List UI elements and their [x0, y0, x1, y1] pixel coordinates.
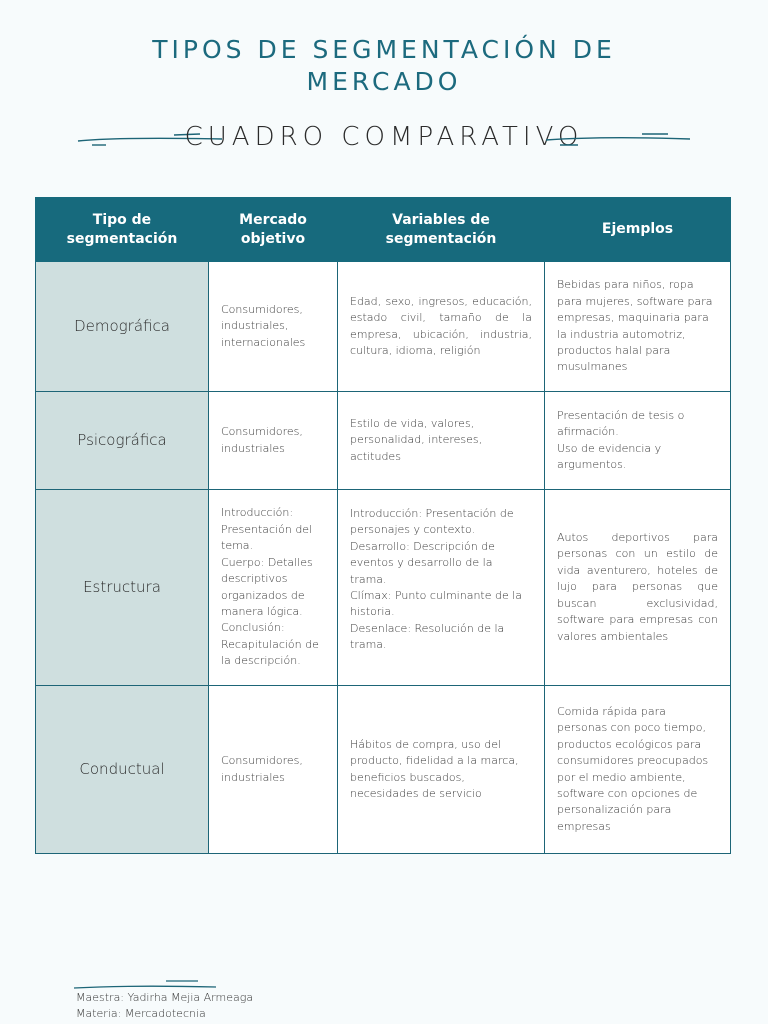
- row-variables: Edad, sexo, ingresos, educación, estado civil, tamaño de la empresa, ubicación, industria, cultura, idioma, religión: [338, 262, 545, 392]
- header-variables: Variables de segmentación: [338, 198, 545, 262]
- subtitle-row: [0, 118, 768, 162]
- title-line-2: MERCADO: [306, 67, 462, 96]
- variables-line: Desarrollo: Descripción de eventos y desarrollo de la trama.: [350, 539, 495, 586]
- row-ejemplos: Bebidas para niños, ropa para mujeres, software para empresas, maquinaria para la industria automotriz, productos halal para musulmanes: [545, 262, 731, 392]
- mercado-line: Introducción: Presentación del tema.: [221, 506, 313, 553]
- header-tipo: Tipo de segmentación: [36, 198, 209, 262]
- variables-line: Introducción: Presentación de personajes y contexto.: [350, 507, 514, 537]
- row-tipo: Estructura: [36, 490, 209, 686]
- row-tipo: Conductual: [36, 686, 209, 854]
- row-variables: Hábitos de compra, uso del producto, fidelidad a la marca, beneficios buscados, necesidades de servicio: [338, 686, 545, 854]
- header-mercado: Mercado objetivo: [209, 198, 338, 262]
- table-row: [36, 686, 731, 854]
- footer-teacher: Maestra: Yadirha Mejia Armeaga: [76, 991, 254, 1004]
- variables-line: Clímax: Punto culminante de la historia.: [350, 589, 523, 619]
- header-ejemplos: Ejemplos: [545, 198, 731, 262]
- right-divider-ornament: [544, 130, 694, 150]
- comparison-table: [35, 197, 731, 854]
- row-ejemplos: Autos deportivos para personas con un estilo de vida aventurero, hoteles de lujo para personas que buscan exclusividad, software para empresas con valores ambientales: [545, 490, 731, 686]
- ejemplos-line: Presentación de tesis o afirmación.: [557, 408, 685, 439]
- row-ejemplos: Comida rápida para personas con poco tiempo, productos ecológicos para consumidores preocupados por el medio ambiente, software con opciones de personalización para empresas: [545, 686, 731, 854]
- page-title: [0, 34, 768, 98]
- footer-subject: Materia: Mercadotecnia: [76, 1007, 206, 1020]
- subtitle: CUADRO COMPARATIVO: [184, 122, 584, 152]
- row-ejemplos: [545, 392, 731, 490]
- row-variables: [338, 490, 545, 686]
- title-line-1: TIPOS DE SEGMENTACIÓN DE: [152, 35, 616, 64]
- mercado-line: Conclusión: Recapitulación de la descripción.: [221, 621, 319, 668]
- row-tipo: Demográfica: [36, 262, 209, 392]
- table-header-row: [36, 198, 731, 262]
- row-mercado: Consumidores, industriales: [209, 392, 338, 490]
- row-variables: Estilo de vida, valores, personalidad, intereses, actitudes: [338, 392, 545, 490]
- table-row: [36, 392, 731, 490]
- row-tipo: Psicográfica: [36, 392, 209, 490]
- mercado-line: Cuerpo: Detalles descriptivos organizados de manera lógica.: [221, 555, 313, 618]
- row-mercado: Consumidores, industriales, internacionales: [209, 262, 338, 392]
- row-mercado: [209, 490, 338, 686]
- ejemplos-line: Uso de evidencia y argumentos.: [557, 441, 662, 471]
- row-mercado: Consumidores, industriales: [209, 686, 338, 854]
- footer: [76, 990, 253, 1022]
- variables-line: Desenlace: Resolución de la trama.: [350, 621, 505, 652]
- table-row: [36, 262, 731, 392]
- table-row: [36, 490, 731, 686]
